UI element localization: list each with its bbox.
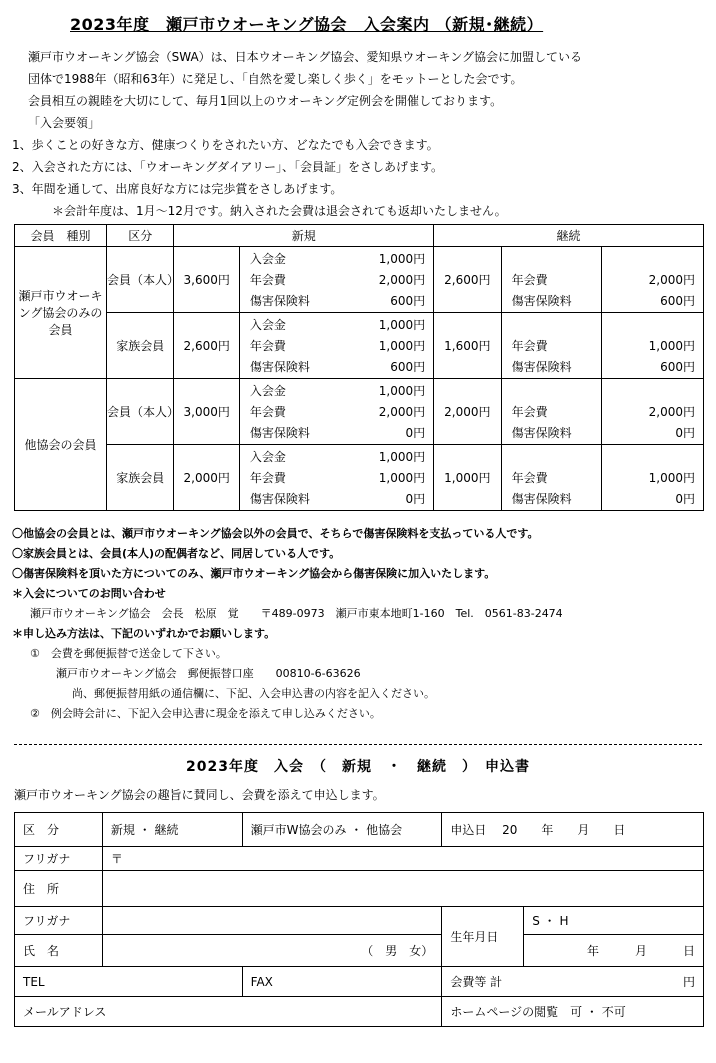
table-row (15, 379, 704, 445)
birth-era[interactable]: S ・ H (524, 907, 704, 935)
form-title: 2023年度 入会 （ 新規 ・ 継続 ） 申込書 (186, 759, 530, 775)
method-two: ② 例会時会計に、下記入会申込書に現金を添えて申し込みください。 (30, 707, 381, 720)
category-label (15, 813, 103, 847)
group-name: 他協会の会員 (15, 379, 107, 511)
postal-code-field[interactable]: 〒 (102, 847, 703, 871)
fee-label: 入会金 (249, 318, 286, 332)
row-category: 家族会員 (107, 313, 174, 379)
postal-note: 尚、郵便振替用紙の通信欄に、下記、入会申込書の内容を記入ください。 (72, 687, 435, 700)
fee-total-field[interactable] (442, 967, 704, 997)
renew-amounts (601, 247, 703, 313)
page-title: 2023年度 瀬戸市ウオーキング協会 入会案内 （新規･継続） (70, 15, 544, 34)
new-total: 2,000円 (174, 445, 239, 511)
fee-label: 年会費 (249, 339, 286, 353)
row-category: 会員（本人） (107, 247, 174, 313)
birth-label: 生年月日 (442, 907, 524, 967)
renew-amounts (601, 313, 703, 379)
header-renew: 継続 (434, 225, 704, 247)
requirements-heading: 「入会要領」 (28, 116, 101, 130)
contact-heading: ＊入会についてのお問い合わせ (12, 587, 166, 600)
application-form (14, 812, 704, 1027)
renew-total: 1,000円 (434, 445, 501, 511)
fee-table (14, 224, 704, 511)
requirement-item: 3、年間を通して、出席良好な方には完歩賞をさしあげます。 (12, 182, 343, 196)
fee-label: 傷害保険料 (511, 492, 572, 506)
renew-labels (501, 445, 601, 511)
fee-label: 入会金 (249, 384, 286, 398)
address-label: 住 所 (15, 871, 103, 907)
fee-label: 傷害保険料 (249, 294, 310, 308)
table-row (15, 247, 704, 313)
fee-amount: 2,000円 (378, 405, 426, 419)
method-one: ① 会費を郵便振替で送金して下さい。 (30, 647, 227, 660)
form-row (15, 967, 704, 997)
fee-amount: 600円 (390, 294, 426, 308)
fee-label: 年会費 (511, 339, 548, 353)
requirement-item: 2、入会された方には、「ウオーキングダイアリー」、「会員証」をさしあげます。 (12, 160, 443, 174)
table-row (15, 445, 704, 511)
new-items (239, 313, 433, 379)
name-furigana-field[interactable] (102, 907, 441, 935)
fee-label: 年会費 (249, 471, 286, 485)
fee-total-label: 会費等 計 (450, 975, 503, 989)
postal-account: 瀬戸市ウオーキング協会 郵便振替口座 00810-6-63626 (56, 667, 361, 680)
fee-label: 傷害保険料 (249, 492, 310, 506)
fee-label: 年会費 (249, 405, 286, 419)
intro-line: 瀬戸市ウオーキング協会（SWA）は、日本ウオーキング協会、愛知県ウオーキング協会に加盟している (28, 50, 582, 64)
form-row (15, 997, 704, 1027)
form-row (15, 813, 704, 847)
new-renew-choice[interactable]: 新規 ・ 継続 (102, 813, 242, 847)
fee-amount: 2,000円 (378, 273, 426, 287)
gender-choice[interactable]: （ 男 女） (102, 935, 441, 967)
row-category: 会員（本人） (107, 379, 174, 445)
fee-amount: 2,000円 (648, 405, 695, 419)
fee-table-header (15, 225, 704, 247)
definition-note: 〇家族会員とは、会員(本人)の配偶者など、同居している人です。 (12, 547, 341, 560)
fee-label: 入会金 (249, 252, 286, 266)
fee-amount: 1,000円 (378, 339, 426, 353)
fee-label: 年会費 (511, 471, 548, 485)
new-items (239, 247, 433, 313)
name-furigana-label: フリガナ (15, 907, 103, 935)
address-field[interactable] (102, 871, 703, 907)
fee-label: 傷害保険料 (249, 360, 310, 374)
address-furigana-label: フリガナ (15, 847, 103, 871)
new-items (239, 445, 433, 511)
fee-label: 年会費 (249, 273, 286, 287)
fee-amount: 600円 (660, 360, 695, 374)
renew-total: 2,600円 (434, 247, 501, 313)
fee-label: 傷害保険料 (511, 294, 572, 308)
form-row (15, 907, 704, 935)
header-category: 区分 (107, 225, 174, 247)
fax-field[interactable]: FAX (242, 967, 442, 997)
row-category: 家族会員 (107, 445, 174, 511)
renew-amounts (601, 379, 703, 445)
fee-amount: 600円 (390, 360, 426, 374)
fee-amount: 2,000円 (648, 273, 695, 287)
fiscal-note: ＊会計年度は、1月～12月です。納入された会費は退会されても返却いたしません。 (52, 204, 507, 218)
new-total: 3,600円 (174, 247, 239, 313)
birth-date-field[interactable]: 年 月 日 (524, 935, 704, 967)
fee-amount: 0円 (405, 426, 426, 440)
fee-amount: 600円 (660, 294, 695, 308)
fee-amount: 1,000円 (378, 450, 426, 464)
fee-amount: 1,000円 (648, 339, 695, 353)
fee-amount: 1,000円 (648, 471, 695, 485)
header-type: 会員 種別 (15, 225, 107, 247)
homepage-choice[interactable]: ホームページの閲覧 可 ・ 不可 (442, 997, 704, 1027)
intro-section (12, 46, 702, 222)
name-label: 氏 名 (15, 935, 103, 967)
definition-note: 〇傷害保険料を頂いた方についてのみ、瀬戸市ウオーキング協会から傷害保険に加入いたします。 (12, 567, 496, 580)
cut-line (14, 744, 702, 745)
intro-line: 団体で1988年（昭和63年）に発足し、「自然を愛し楽しく歩く」をモットーとした会です。 (28, 72, 523, 86)
intro-line: 会員相互の親睦を大切にして、毎月1回以上のウオーキング定例会を開催しております。 (28, 94, 503, 108)
renew-labels (501, 313, 601, 379)
yen-unit: 円 (682, 975, 695, 989)
table-row (15, 313, 704, 379)
renew-total: 2,000円 (434, 379, 501, 445)
fee-amount: 1,000円 (378, 252, 426, 266)
form-row (15, 871, 704, 907)
requirement-item: 1、歩くことの好きな方、健康つくりをされたい方、どなたでも入会できます。 (12, 138, 439, 152)
fee-amount: 1,000円 (378, 318, 426, 332)
form-row (15, 935, 704, 967)
definition-note: 〇他協会の会員とは、瀬戸市ウオーキング協会以外の会員で、そちらで傷害保険料を支払っている人です。 (12, 527, 539, 540)
new-items (239, 379, 433, 445)
contact-info: 瀬戸市ウオーキング協会 会長 松原 覚 〒489-0973 瀬戸市東本地町1-160 Tel. 0561-83-2474 (30, 607, 563, 620)
header-new: 新規 (174, 225, 434, 247)
renew-labels (501, 247, 601, 313)
fee-amount: 1,000円 (378, 384, 426, 398)
new-total: 2,600円 (174, 313, 239, 379)
fee-amount: 0円 (675, 492, 695, 506)
fee-amount: 0円 (405, 492, 426, 506)
email-field[interactable]: メールアドレス (15, 997, 442, 1027)
category-label-text: 区 分 (23, 823, 60, 837)
application-date[interactable]: 申込日 20 年 月 日 (442, 813, 704, 847)
notes-section (12, 524, 702, 724)
tel-field[interactable]: TEL (15, 967, 243, 997)
fee-label: 年会費 (511, 273, 548, 287)
membership-choice[interactable]: 瀬戸市W協会のみ ・ 他協会 (242, 813, 442, 847)
renew-total: 1,600円 (434, 313, 501, 379)
fee-amount: 0円 (675, 426, 695, 440)
fee-label: 傷害保険料 (511, 360, 572, 374)
fee-label: 傷害保険料 (511, 426, 572, 440)
form-row (15, 847, 704, 871)
fee-label: 年会費 (511, 405, 548, 419)
form-lead: 瀬戸市ウオーキング協会の趣旨に賛同し、会費を添えて申込します。 (14, 788, 385, 802)
renew-labels (501, 379, 601, 445)
fee-label: 入会金 (249, 450, 286, 464)
fee-label: 傷害保険料 (249, 426, 310, 440)
new-total: 3,000円 (174, 379, 239, 445)
apply-heading: ＊申し込み方法は、下記のいずれかでお願いします。 (12, 627, 276, 640)
group-name: 瀬戸市ウオーキング協会のみの会員 (15, 247, 107, 379)
fee-amount: 1,000円 (378, 471, 426, 485)
renew-amounts (601, 445, 703, 511)
